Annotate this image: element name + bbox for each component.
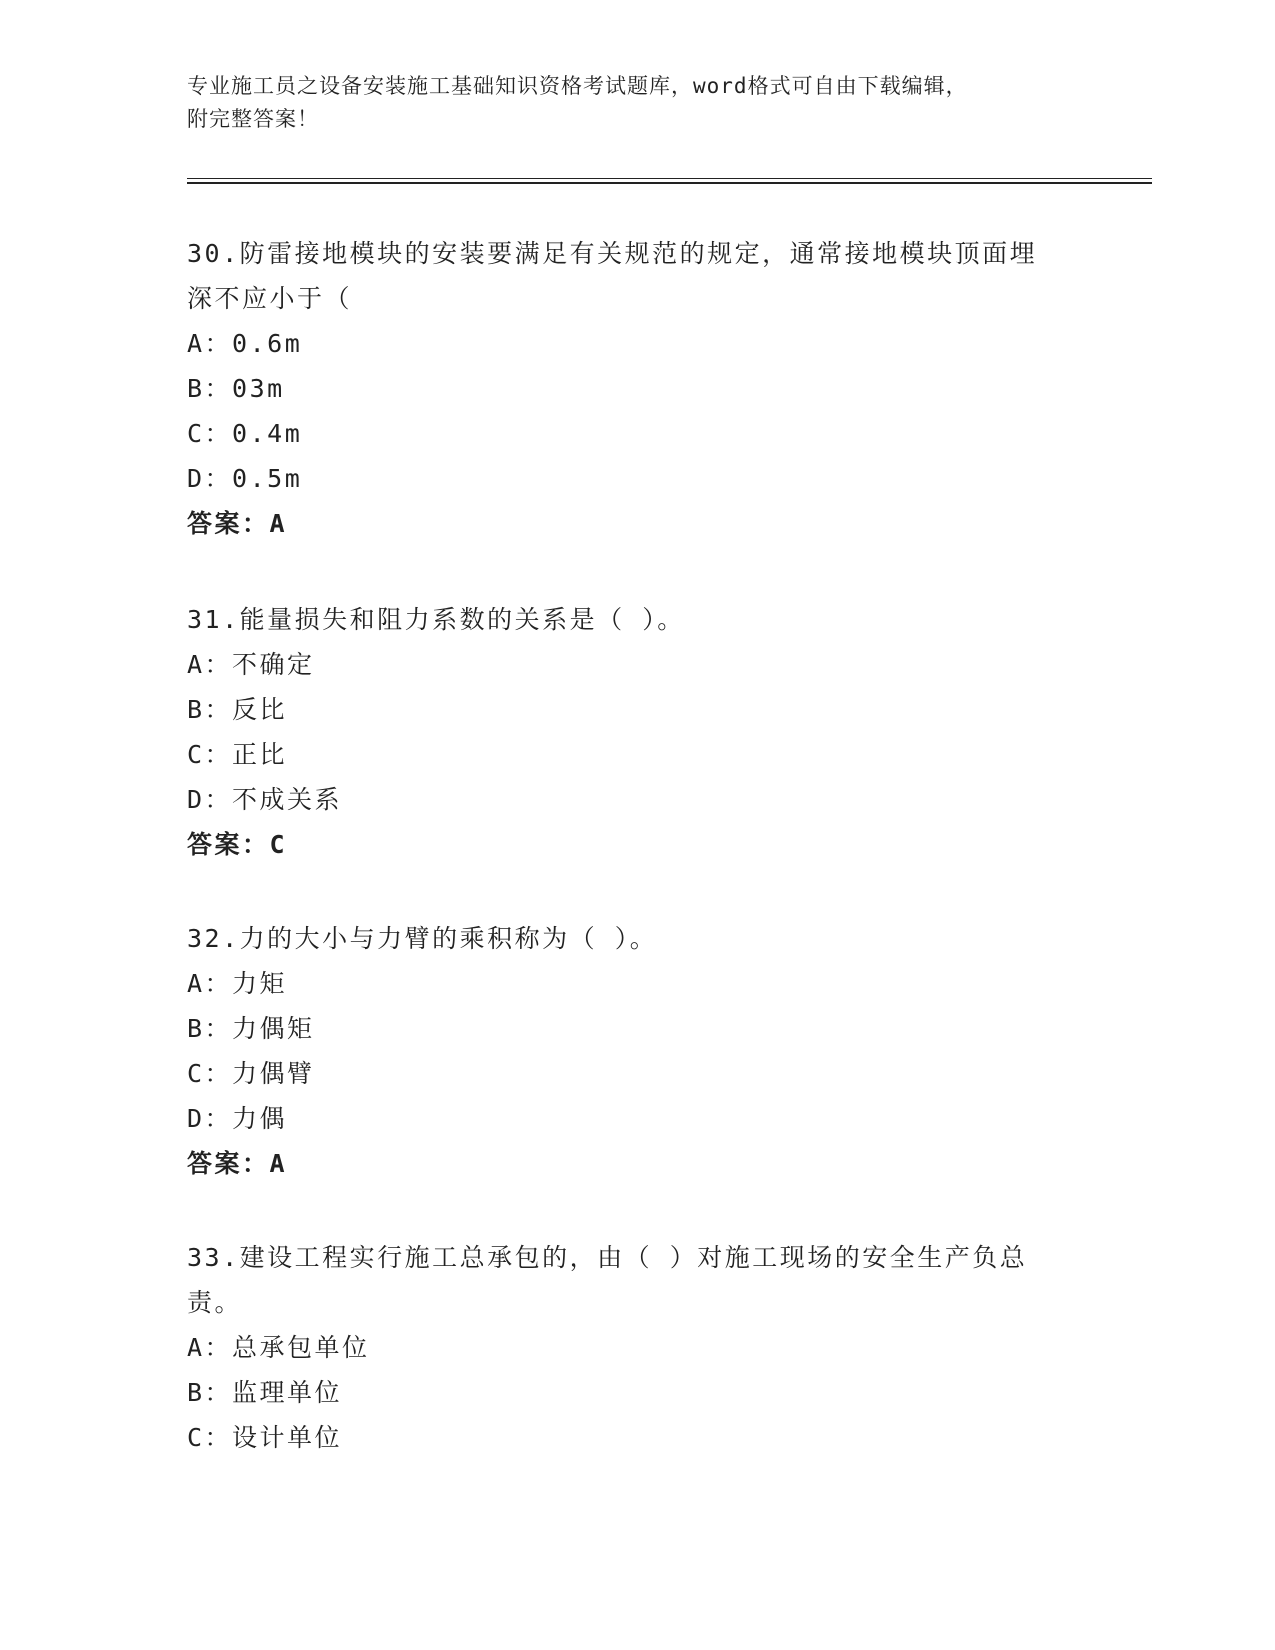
question-30 xyxy=(187,231,1087,546)
question-stem: 31.能量损失和阻力系数的关系是（ ）。 xyxy=(187,605,685,634)
question-stem: 30.防雷接地模块的安装要满足有关规范的规定，通常接地模块顶面埋 xyxy=(187,239,1038,268)
option-c: C：0.4m xyxy=(187,419,303,448)
option-d: D：不成关系 xyxy=(187,785,343,814)
question-31 xyxy=(187,597,1087,867)
question-stem-continued: 责。 xyxy=(187,1288,243,1317)
option-a: A：不确定 xyxy=(187,650,315,679)
option-a: A：0.6m xyxy=(187,329,303,358)
document-header xyxy=(187,70,1057,136)
question-stem: 33.建设工程实行施工总承包的，由（ ）对施工现场的安全生产负总 xyxy=(187,1243,1028,1272)
option-c: C：力偶臂 xyxy=(187,1059,315,1088)
option-b: B：力偶矩 xyxy=(187,1014,315,1043)
header-divider-thick xyxy=(187,182,1152,184)
question-32 xyxy=(187,916,1087,1186)
option-a: A：总承包单位 xyxy=(187,1333,370,1362)
header-divider-thin xyxy=(187,178,1152,179)
header-line-2: 附完整答案！ xyxy=(187,107,319,131)
option-b: B：反比 xyxy=(187,695,288,724)
option-b: B：监理单位 xyxy=(187,1378,343,1407)
question-stem: 32.力的大小与力臂的乘积称为（ ）。 xyxy=(187,924,658,953)
option-a: A：力矩 xyxy=(187,969,288,998)
answer: 答案：C xyxy=(187,830,288,859)
option-c: C：正比 xyxy=(187,740,288,769)
question-33 xyxy=(187,1235,1087,1460)
option-c: C：设计单位 xyxy=(187,1423,343,1452)
answer: 答案：A xyxy=(187,509,288,538)
option-b: B：03m xyxy=(187,374,285,403)
question-stem-continued: 深不应小于（ xyxy=(187,284,353,313)
option-d: D：0.5m xyxy=(187,464,303,493)
header-line-1: 专业施工员之设备安装施工基础知识资格考试题库，word格式可自由下载编辑， xyxy=(187,74,968,98)
option-d: D：力偶 xyxy=(187,1104,288,1133)
answer: 答案：A xyxy=(187,1149,288,1178)
